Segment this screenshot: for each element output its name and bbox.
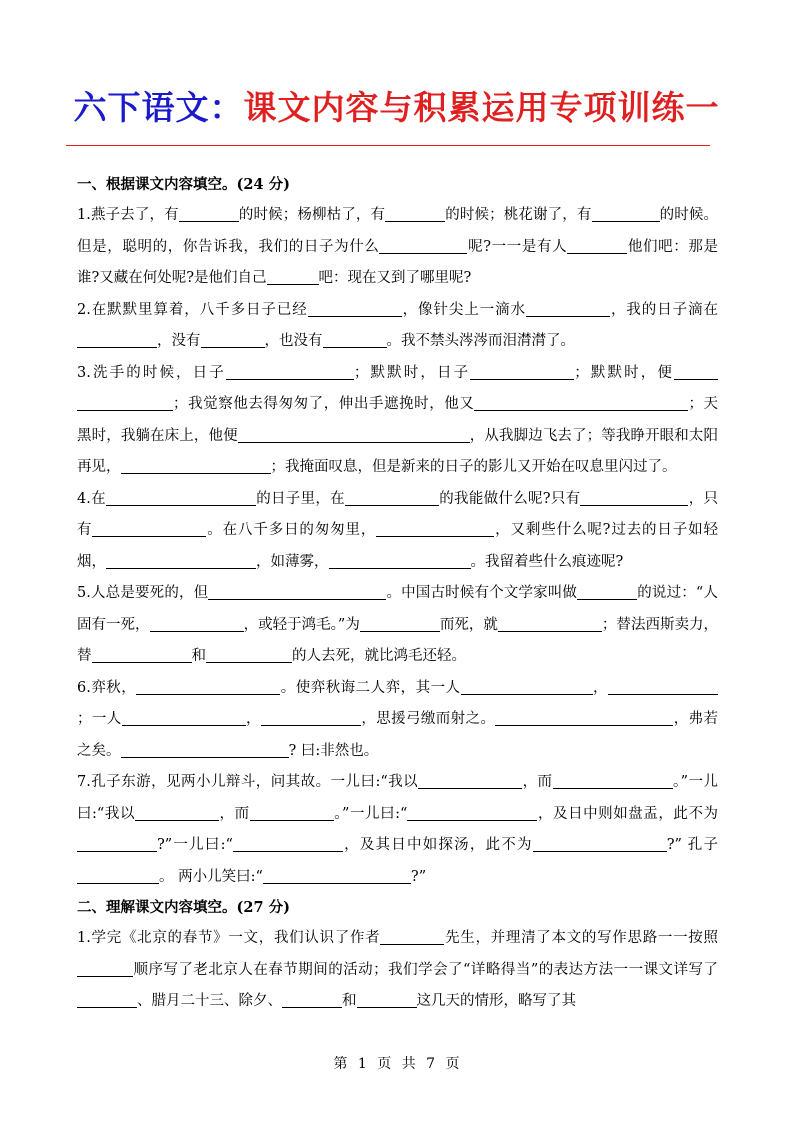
question-text: ?”一儿曰:“ <box>157 837 233 853</box>
answer-blank[interactable] <box>121 459 271 475</box>
question-text: 。”一儿曰:“ <box>333 805 408 822</box>
question-text: ?” 孔子 <box>666 837 718 853</box>
question-text: ，也没有 <box>264 333 323 349</box>
question-text: 。我留着些什么痕迹呢? <box>470 553 624 570</box>
answer-blank[interactable] <box>106 490 256 506</box>
answer-blank[interactable] <box>233 837 343 853</box>
question-text: ，像针尖上一滴水 <box>401 301 527 318</box>
question-text: 、腊月二十三、除夕、 <box>137 993 282 1009</box>
answer-blank[interactable] <box>208 585 386 601</box>
answer-blank[interactable] <box>553 774 673 790</box>
question-text: 的我能做什么呢?只有 <box>438 490 581 507</box>
question-text: ， <box>592 679 608 696</box>
question-text: 先生，并理清了本文的写作思路一一按照 <box>444 930 719 946</box>
question-text: 的时候。但是，聪明的，你告诉我，我们的日子为什么 <box>77 207 719 255</box>
answer-blank[interactable] <box>357 993 417 1009</box>
answer-blank[interactable] <box>308 301 402 317</box>
question-text: 和 <box>342 993 357 1009</box>
question-text: ? 曰:非然也。 <box>288 742 379 759</box>
answer-blank[interactable] <box>261 711 361 727</box>
answer-blank[interactable] <box>92 648 192 664</box>
answer-blank[interactable] <box>323 333 387 349</box>
question-text: ，而 <box>219 805 250 822</box>
answer-blank[interactable] <box>238 427 470 443</box>
question-7 <box>77 767 718 893</box>
answer-blank[interactable] <box>461 679 593 695</box>
question-8 <box>77 923 718 1018</box>
answer-blank[interactable] <box>474 396 688 412</box>
answer-blank[interactable] <box>495 711 673 727</box>
question-text: ；替法西斯卖力，替 <box>77 616 719 664</box>
question-text: 的人去死，就比鸿毛还轻。 <box>292 648 466 664</box>
answer-blank[interactable] <box>77 993 137 1009</box>
title-part-2: 课文内容与积累运用专项训练一 <box>243 88 720 127</box>
question-text: 5.人总是要死的，但 <box>77 585 209 601</box>
question-1 <box>77 200 718 295</box>
answer-blank[interactable] <box>380 930 444 946</box>
question-text: 。”一儿曰:“我以 <box>77 774 718 822</box>
question-text: 2.在默默里算着，八千多日子已经 <box>77 301 308 318</box>
answer-blank[interactable] <box>179 207 239 223</box>
question-text: ；我觉察他去得匆匆了，伸出手遮挽时，他又 <box>173 396 475 412</box>
answer-blank[interactable] <box>77 396 173 412</box>
answer-blank[interactable] <box>470 364 574 380</box>
answer-blank[interactable] <box>379 238 467 254</box>
answer-blank[interactable] <box>206 648 292 664</box>
answer-blank[interactable] <box>267 270 319 286</box>
answer-blank[interactable] <box>674 364 718 380</box>
question-text: ，及日中则如盘盂，此不为 <box>537 805 719 822</box>
answer-blank[interactable] <box>580 490 688 506</box>
question-text: ，而 <box>522 774 553 790</box>
worksheet-body <box>77 170 718 1018</box>
answer-blank[interactable] <box>135 805 219 821</box>
question-text: ，又剩些什么呢?过去的日子如轻烟， <box>77 522 719 570</box>
answer-blank[interactable] <box>77 333 157 349</box>
question-text: 4.在 <box>77 490 106 507</box>
answer-blank[interactable] <box>150 616 244 632</box>
answer-blank[interactable] <box>526 301 610 317</box>
question-text: 3.洗手的时候，日子 <box>77 364 226 381</box>
question-5 <box>77 578 718 673</box>
answer-blank[interactable] <box>418 774 522 790</box>
question-4 <box>77 484 718 579</box>
answer-blank[interactable] <box>498 616 602 632</box>
question-text: 。中国古时候有个文学家叫做 <box>386 585 578 601</box>
answer-blank[interactable] <box>329 553 471 569</box>
question-text: ；一人 <box>77 711 122 727</box>
question-text: 的时候；杨柳枯了，有 <box>238 207 386 223</box>
question-text: 和 <box>191 648 206 664</box>
answer-blank[interactable] <box>92 522 206 538</box>
answer-blank[interactable] <box>77 868 159 884</box>
question-text: ，只有 <box>77 490 719 538</box>
question-text: ，从我脚边飞去了；等我睁开眼和太阳再见， <box>77 427 719 475</box>
answer-blank[interactable] <box>577 585 637 601</box>
answer-blank[interactable] <box>385 207 445 223</box>
question-text: 7.孔子东游，见两小儿辩斗，问其故。一儿曰:“我以 <box>77 774 419 790</box>
question-text: 。 两小儿笑曰:“ <box>159 868 263 885</box>
question-text: 呢?一一是有人 <box>467 238 568 255</box>
section-heading-1: 一、根据课文内容填空。(24 分) <box>77 176 290 193</box>
question-2 <box>77 295 718 358</box>
question-3 <box>77 358 718 484</box>
question-text: 6.弈秋， <box>77 679 137 696</box>
question-text: 。在八千多日的匆匆里， <box>206 522 377 538</box>
title-divider <box>66 145 710 146</box>
question-text: 顺序写了老北京人在春节期间的活动；我们学会了“详略得当”的表达方法一一课文详写了 <box>133 961 718 978</box>
question-6 <box>77 673 718 768</box>
section-heading-2: 二、理解课文内容填空。(27 分) <box>77 899 290 916</box>
answer-blank[interactable] <box>345 490 439 506</box>
question-text: ；天黑时，我躺在床上，他便 <box>77 396 719 444</box>
answer-blank[interactable] <box>250 805 334 821</box>
answer-blank[interactable] <box>704 679 718 695</box>
answer-blank[interactable] <box>136 679 280 695</box>
question-text: 这几天的情形，略写了其 <box>416 993 576 1009</box>
answer-blank[interactable] <box>122 711 246 727</box>
answer-blank[interactable] <box>360 616 440 632</box>
question-text: ，思援弓缴而射之。 <box>360 711 496 727</box>
answer-blank[interactable] <box>121 742 289 758</box>
question-text: ，弗若之矣。 <box>77 711 719 759</box>
question-text: ， <box>245 711 261 727</box>
question-text: 的说过：“人固有一死， <box>77 585 719 633</box>
title-part-1: 六下语文： <box>73 88 244 127</box>
question-text: 他们吧：那是谁?又藏在何处呢?是他们自己 <box>77 238 719 286</box>
answer-blank[interactable] <box>407 805 537 821</box>
question-text: ，及其日中如探汤，此不为 <box>342 837 533 853</box>
question-text: 1.燕子去了，有 <box>77 207 179 223</box>
question-text: 而死，就 <box>439 616 498 633</box>
question-text: 的时候；桃花谢了，有 <box>445 207 592 223</box>
question-text: 的日子里，在 <box>255 490 345 507</box>
answer-blank[interactable] <box>608 679 704 695</box>
question-text: 1.学完《北京的春节》一文，我们认识了作者 <box>77 930 381 946</box>
question-text: ；默默时，日子 <box>353 364 471 381</box>
answer-blank[interactable] <box>567 238 627 254</box>
answer-blank[interactable] <box>263 868 411 884</box>
question-text: ；我掩面叹息，但是新来的日子的影儿又开始在叹息里闪过了。 <box>270 459 677 475</box>
question-text: 吧：现在又到了哪里呢? <box>318 270 472 286</box>
answer-blank[interactable] <box>201 333 265 349</box>
answer-blank[interactable] <box>376 522 494 538</box>
question-text: ?” <box>410 868 427 885</box>
question-text: ，我的日子滴在 <box>610 301 719 318</box>
answer-blank[interactable] <box>77 837 157 853</box>
question-text: ，如薄雾， <box>256 553 329 570</box>
answer-blank[interactable] <box>533 837 667 853</box>
answer-blank[interactable] <box>592 207 660 223</box>
page-footer: 第 1 页 共 7 页 <box>333 1056 460 1072</box>
question-text: 。使弈秋诲二人弈，其一人 <box>280 679 461 696</box>
answer-blank[interactable] <box>77 961 133 977</box>
page-title <box>0 82 793 129</box>
answer-blank[interactable] <box>106 553 256 569</box>
question-text: 。我不禁头涔涔而泪潸潸了。 <box>386 333 575 349</box>
question-text: ，没有 <box>157 333 201 349</box>
question-text: ；默默时，便 <box>574 364 675 381</box>
answer-blank[interactable] <box>226 364 354 380</box>
answer-blank[interactable] <box>282 993 342 1009</box>
question-text: ，或轻于鸿毛。”为 <box>243 616 360 633</box>
